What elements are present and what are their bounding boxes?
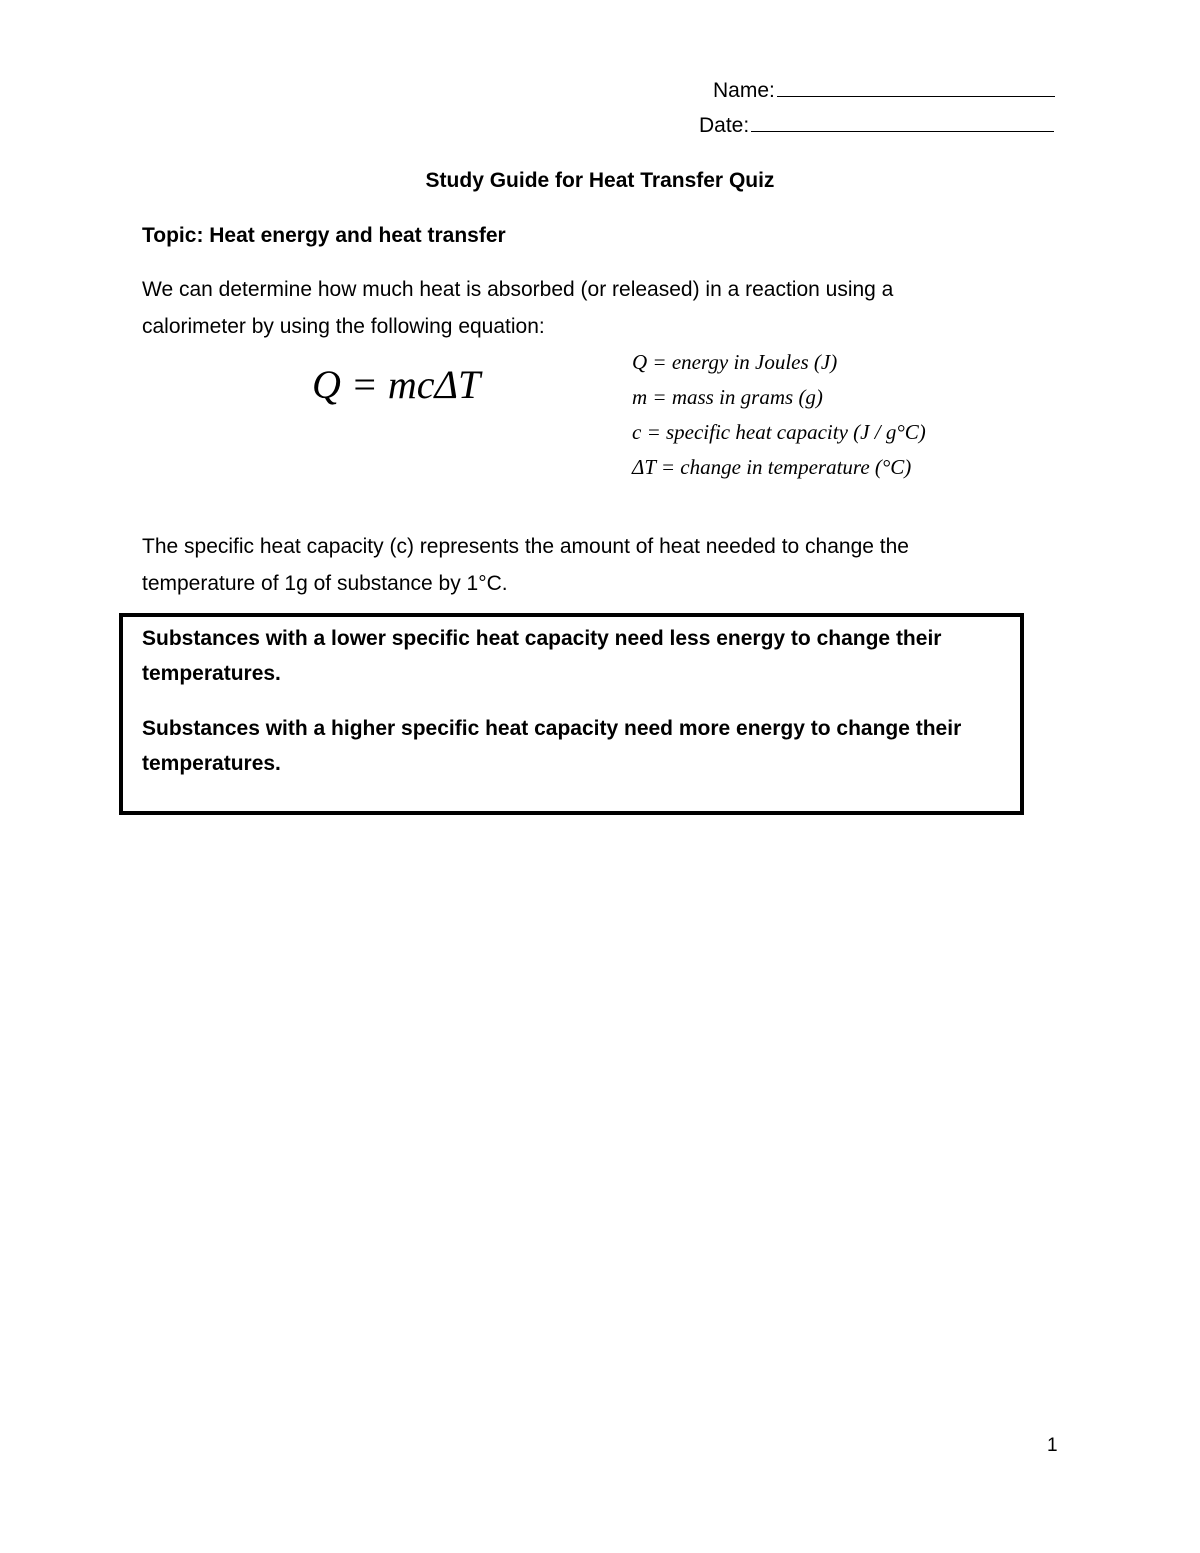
topic-heading: Topic: Heat energy and heat transfer: [142, 224, 506, 247]
key-points-box: [119, 613, 1024, 815]
higher-capacity-line-1: Substances with a higher specific heat capacity need more energy to change their: [142, 717, 962, 740]
definition-q: Q = energy in Joules (J): [632, 350, 838, 374]
variable-definitions: [632, 345, 926, 485]
definition-delta-t: ΔT = change in temperature (°C): [632, 455, 912, 479]
lower-capacity-line-1: Substances with a lower specific heat capacity need less energy to change their: [142, 627, 942, 650]
name-label: Name:: [713, 79, 775, 102]
intro-text-line-2: calorimeter by using the following equation:: [142, 315, 545, 338]
date-field-row: [699, 107, 1054, 144]
date-label: Date:: [699, 114, 750, 137]
specific-heat-text-line-2: temperature of 1g of substance by 1°C.: [142, 572, 508, 595]
definition-c: c = specific heat capacity (J / g°C): [632, 420, 926, 444]
document-title: Study Guide for Heat Transfer Quiz: [425, 169, 775, 192]
name-blank-line[interactable]: [777, 74, 1055, 97]
higher-capacity-line-2: temperatures.: [142, 752, 281, 775]
date-blank-line[interactable]: [751, 109, 1054, 132]
name-field-row: [713, 72, 1055, 109]
intro-text-line-1: We can determine how much heat is absorbed (or released) in a reaction using a: [142, 278, 894, 301]
definition-m: m = mass in grams (g): [632, 385, 823, 409]
page-number: 1: [1047, 1435, 1058, 1456]
lower-capacity-line-2: temperatures.: [142, 662, 281, 685]
heat-equation: Q = mcΔT: [312, 362, 481, 407]
specific-heat-text-line-1: The specific heat capacity (c) represents the amount of heat needed to change the: [142, 535, 909, 558]
